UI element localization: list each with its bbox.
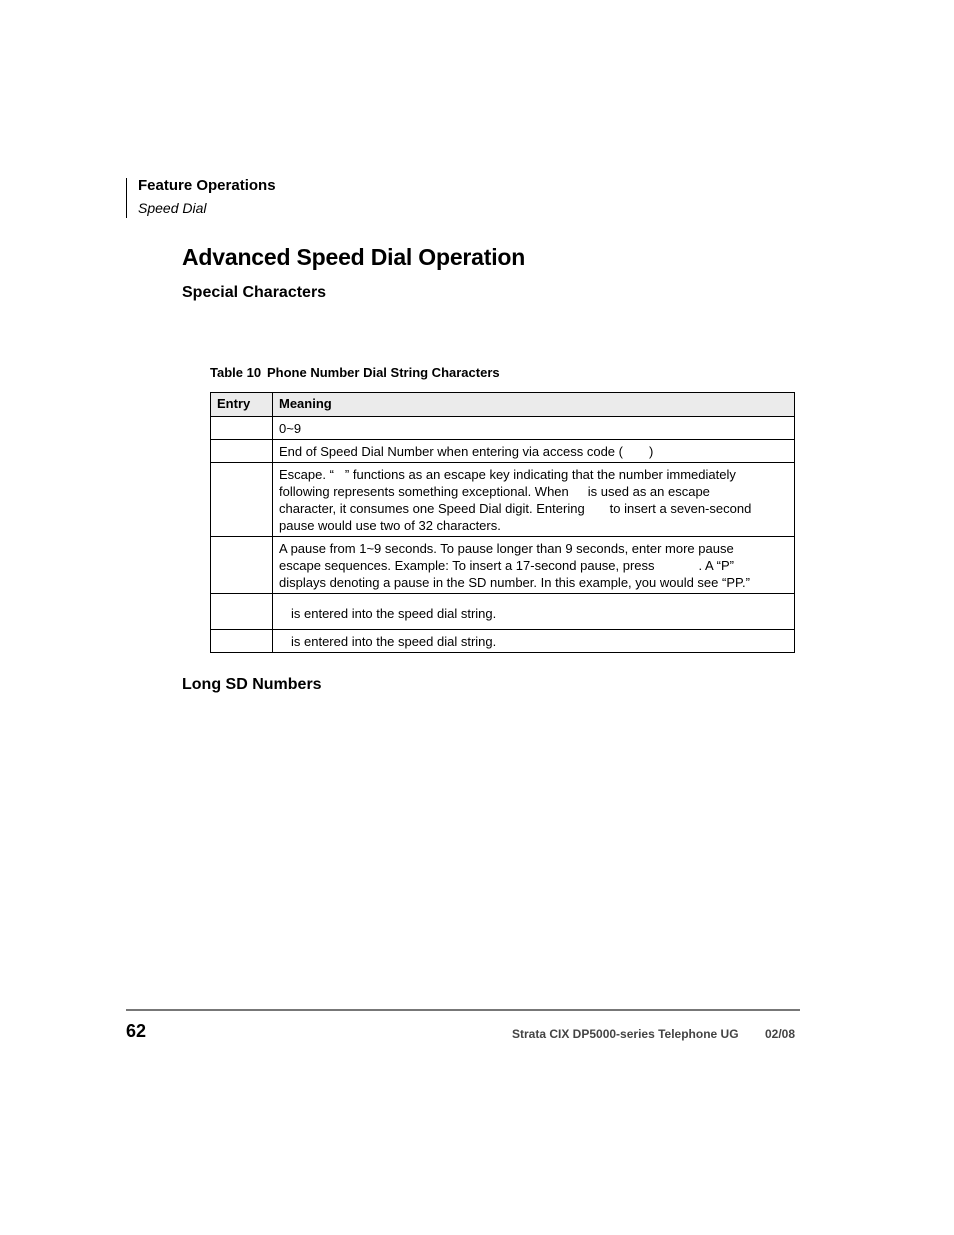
page-title: Advanced Speed Dial Operation (182, 244, 526, 270)
table-header-row (211, 393, 795, 417)
meaning-text: . A “P” (698, 558, 734, 573)
meaning-cell (273, 463, 795, 537)
meaning-cell (273, 440, 795, 463)
footer-rule (126, 1009, 800, 1011)
entry-cell (211, 417, 273, 440)
column-header-meaning: Meaning (273, 393, 795, 417)
meaning-text: pause would use two of 32 characters. (279, 518, 501, 533)
meaning-cell: is entered into the speed dial string. (273, 594, 795, 630)
entry-cell (211, 537, 273, 594)
entry-cell (211, 440, 273, 463)
meaning-text: is used as an escape (587, 484, 710, 499)
table-row (211, 537, 795, 594)
meaning-cell (273, 537, 795, 594)
table-row (211, 630, 795, 653)
table-row (211, 417, 795, 440)
table-caption (210, 365, 500, 380)
table-row (211, 463, 795, 537)
column-header-entry: Entry (211, 393, 273, 417)
dial-string-table (210, 392, 795, 653)
meaning-cell: is entered into the speed dial string. (273, 630, 795, 653)
entry-cell (211, 630, 273, 653)
entry-cell (211, 463, 273, 537)
running-header-title: Feature Operations (138, 177, 276, 194)
entry-cell (211, 594, 273, 630)
table-caption-title: Phone Number Dial String Characters (267, 365, 500, 380)
section-heading-special-characters: Special Characters (182, 284, 327, 301)
meaning-text: escape sequences. Example: To insert a 17-second pause, press (279, 558, 655, 573)
meaning-text: A pause from 1~9 seconds. To pause longer than 9 seconds, enter more pause (279, 541, 734, 556)
meaning-cell: 0~9 (273, 417, 795, 440)
meaning-text: character, it consumes one Speed Dial digit. Entering (279, 501, 585, 516)
section-heading-long-sd-numbers: Long SD Numbers (182, 676, 322, 693)
meaning-text: ” functions as an escape key indicating that the number immediately (344, 467, 736, 482)
page-number: 62 (126, 1021, 147, 1041)
footer-document-title: Strata CIX DP5000-series Telephone UG (512, 1027, 739, 1041)
meaning-text: displays denoting a pause in the SD number. In this example, you would see “PP.” (279, 575, 750, 590)
meaning-text: Escape. “ (279, 467, 334, 482)
meaning-text: End of Speed Dial Number when entering via access code ( (279, 444, 623, 459)
running-header-subtitle: Speed Dial (138, 200, 207, 216)
meaning-text: to insert a seven-second (609, 501, 752, 516)
header-rule (126, 178, 127, 218)
table-caption-number: Table 10 (210, 365, 262, 380)
meaning-text: following represents something exceptional. When (279, 484, 569, 499)
table-row (211, 594, 795, 630)
footer-date: 02/08 (765, 1027, 796, 1041)
table-row (211, 440, 795, 463)
meaning-text: ) (648, 444, 654, 459)
